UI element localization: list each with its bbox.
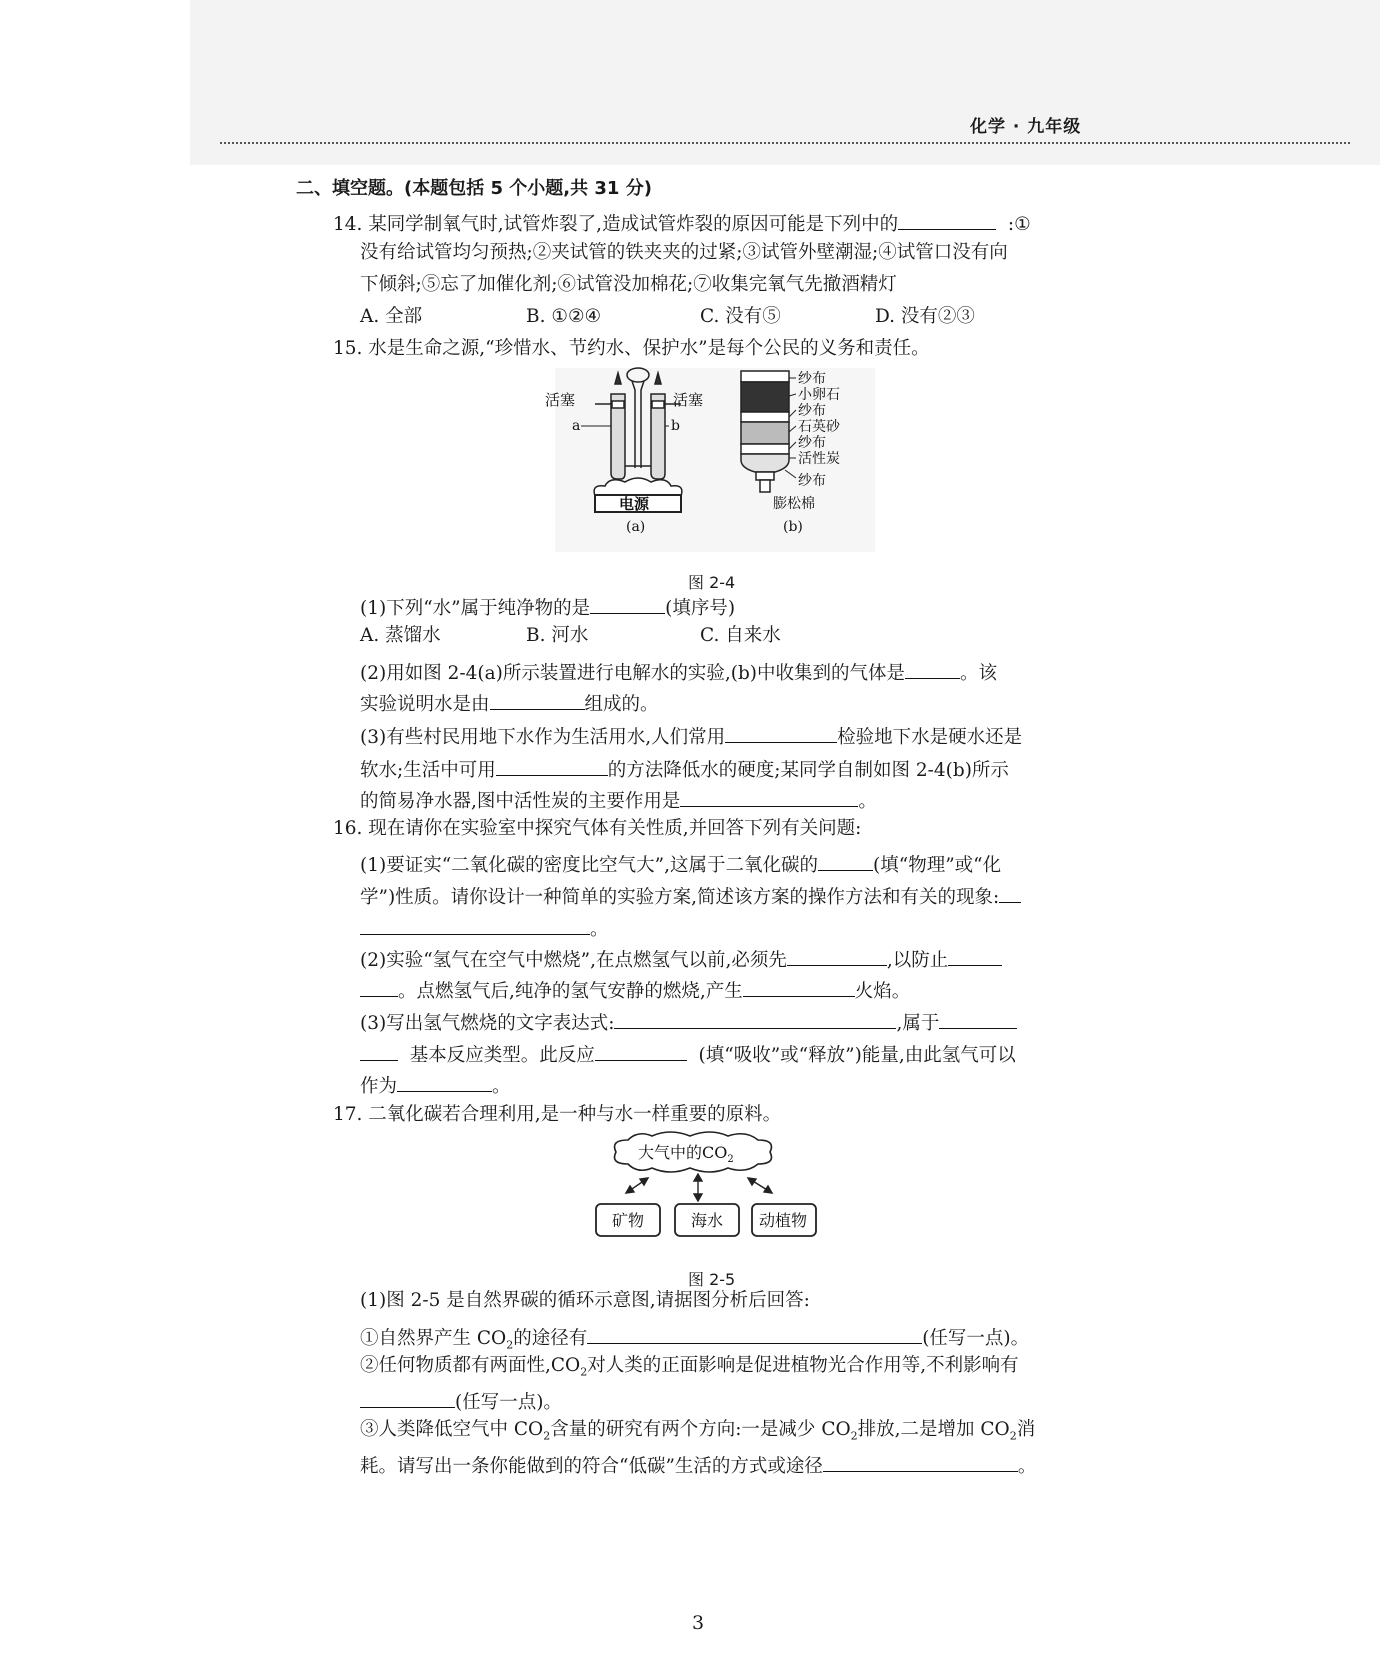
q15-p2-blank-composition[interactable]	[490, 691, 585, 710]
q16-p1-text4: 。	[590, 919, 609, 940]
q16-p2-blank-prevent-cont[interactable]	[360, 978, 398, 997]
q16-p3-line1	[360, 1010, 1017, 1034]
q15-p2-text: (2)用如图 2-4(a)所示装置进行电解水的实验,(b)中收集到的气体是	[360, 663, 906, 684]
q17-i2-sub: 2	[580, 1365, 588, 1379]
q15-p1-blank[interactable]	[590, 595, 665, 614]
figure-2-4-caption: 图 2-4	[688, 573, 736, 592]
box-seawater-label: 海水	[691, 1211, 724, 1230]
box-organisms-label: 动植物	[759, 1211, 808, 1230]
q15-p2-text2: 实验说明水是由	[360, 694, 490, 715]
header-title: 化学 · 九年级	[970, 117, 1082, 137]
q16-p2-line2	[360, 978, 910, 1002]
q17-i1	[360, 1325, 1029, 1351]
tube-b-label: b	[671, 418, 680, 434]
q16-p2-text2: ,以防止	[886, 950, 949, 971]
q16-p1-text: (1)要证实“二氧化碳的密度比空气大”,这属于二氧化碳的	[360, 855, 819, 876]
q17-i1-text: ①自然界产生 CO	[360, 1328, 507, 1349]
q17-intro: 17. 二氧化碳若合理利用,是一种与水一样重要的原料。	[333, 1104, 782, 1125]
q15-p1	[360, 595, 735, 619]
q14-line3: 下倾斜;⑤忘了加催化剂;⑥试管没加棉花;⑦收集完氧气先撤酒精灯	[360, 274, 897, 295]
q17-i2-line1	[360, 1357, 1019, 1378]
q16-p3-text5: 作为	[360, 1076, 398, 1097]
q17-i2-line2	[360, 1389, 562, 1413]
q15-p3-blank-test[interactable]	[725, 724, 837, 743]
filter-layer-5: 纱布	[798, 435, 826, 451]
q15-p1-option-a[interactable]: A. 蒸馏水	[360, 625, 441, 646]
q14-answer-blank[interactable]	[898, 211, 996, 230]
q15-p3-text2: 检验地下水是硬水还是	[837, 727, 1023, 748]
q16-p3-text6: 。	[492, 1076, 511, 1097]
q16-p3-blank-energy[interactable]	[595, 1042, 687, 1061]
q15-p2-line1	[360, 660, 997, 684]
q15-p3-text4: 的方法降低水的硬度;某同学自制如图 2-4(b)所示	[607, 760, 1009, 781]
q16-p2-text3: 。点燃氢气后,纯净的氢气安静的燃烧,产生	[398, 981, 743, 1002]
q15-p3-blank-carbon[interactable]	[680, 788, 858, 807]
stopcock-right-label: 活塞	[673, 391, 704, 409]
q16-p3-blank-equation[interactable]	[614, 1010, 896, 1029]
figure-2-5-caption: 图 2-5	[688, 1270, 736, 1289]
q15-p3-text: (3)有些村民用地下水作为生活用水,人们常用	[360, 727, 726, 748]
q17-i2-blank[interactable]	[360, 1389, 455, 1408]
q17-i3-blank[interactable]	[823, 1453, 1018, 1472]
q16-p1-line1	[360, 852, 1001, 876]
power-label: 电源	[619, 495, 650, 513]
q15-p3-text6: 。	[858, 791, 877, 812]
q14-line1	[333, 211, 1031, 235]
q16-p3-blank-use[interactable]	[397, 1073, 492, 1092]
q16-p3-text3: 基本反应类型。此反应	[409, 1045, 595, 1066]
filter-layer-7: 纱布	[798, 473, 826, 489]
q16-p2-text: (2)实验“氢气在空气中燃烧”,在点燃氢气以前,必须先	[360, 950, 787, 971]
q15-p3-blank-method[interactable]	[496, 757, 608, 776]
filter-layer-6: 活性炭	[798, 451, 840, 467]
q17-i1-sub: 2	[506, 1338, 514, 1352]
q16-p1-blank-property[interactable]	[818, 852, 873, 871]
q15-p1-end: (填序号)	[665, 598, 736, 619]
section-title: 二、填空题。(本题包括 5 个小题,共 31 分)	[296, 178, 652, 199]
q17-i2-text2: 对人类的正面影响是促进植物光合作用等,不利影响有	[587, 1355, 1019, 1376]
q15-p2-line2	[360, 691, 659, 715]
q16-p3-line3	[360, 1073, 511, 1097]
q14-option-b[interactable]: B. ①②④	[526, 306, 602, 327]
filter-layer-1: 纱布	[798, 371, 826, 387]
q17-i1-blank[interactable]	[587, 1325, 922, 1344]
q14-option-a[interactable]: A. 全部	[360, 306, 423, 327]
q16-p3-text2: ,属于	[896, 1013, 940, 1034]
q17-i3-line2	[360, 1453, 1036, 1477]
q14-text: 14. 某同学制氧气时,试管炸裂了,造成试管炸裂的原因可能是下列中的	[333, 214, 899, 235]
q15-p2-text3: 组成的。	[584, 694, 659, 715]
q15-intro: 15. 水是生命之源,“珍惜水、节约水、保护水”是每个公民的义务和责任。	[333, 338, 930, 359]
page-number: 3	[692, 1612, 705, 1634]
q16-p3-blank-type-cont[interactable]	[360, 1042, 398, 1061]
header-divider	[220, 142, 1350, 144]
q17-i2-text: ②任何物质都有两面性,CO	[360, 1355, 581, 1376]
q16-p1-blank-plan-start[interactable]	[999, 884, 1021, 903]
header-band	[190, 0, 1380, 165]
q17-i3-text3: 排放,二是增加 CO	[857, 1419, 1010, 1440]
q16-p1-blank-plan[interactable]	[360, 916, 590, 935]
stopcock-left-label: 活塞	[545, 391, 576, 409]
q15-p3-text3: 软水;生活中可用	[360, 760, 496, 781]
q16-p1-text3: 学”)性质。请你设计一种简单的实验方案,简述该方案的操作方法和有关的现象:	[360, 887, 1000, 908]
q17-i3-text: ③人类降低空气中 CO	[360, 1419, 544, 1440]
figure-a-label: (a)	[626, 519, 646, 535]
q17-i1-text2: 的途径有	[513, 1328, 588, 1349]
cloud-label: 大气中的$CO_2$	[638, 1143, 734, 1165]
q17-i1-text3: (任写一点)。	[922, 1328, 1030, 1349]
q16-p2-line1	[360, 947, 1002, 971]
q15-p1-option-c[interactable]: C. 自来水	[700, 625, 781, 646]
q17-i2-text3: (任写一点)。	[455, 1392, 562, 1413]
figure-2-5	[590, 1130, 850, 1248]
q14-option-c[interactable]: C. 没有⑤	[700, 306, 781, 327]
filter-layer-2: 小卵石	[798, 387, 840, 403]
q16-p3-line2	[360, 1042, 1016, 1066]
q15-p2-text-end: 。该	[960, 663, 998, 684]
q15-p3-line2	[360, 757, 1009, 781]
q15-p2-blank-gas[interactable]	[905, 660, 960, 679]
q17-i3-sub3: 2	[1009, 1429, 1017, 1443]
q16-intro: 16. 现在请你在实验室中探究气体有关性质,并回答下列有关问题:	[333, 818, 862, 839]
q16-p1-text2: (填“物理”或“化	[873, 855, 1002, 876]
box-mineral-label: 矿物	[612, 1211, 645, 1230]
figure-2-4	[545, 368, 875, 552]
q16-p2-text4: 火焰。	[854, 981, 911, 1002]
q15-p3-line1	[360, 724, 1022, 748]
q14-option-d[interactable]: D. 没有②③	[875, 306, 975, 327]
q17-i3-text2: 含量的研究有两个方向:一是减少 CO	[550, 1419, 851, 1440]
q17-i3-sub1: 2	[543, 1429, 551, 1443]
filter-layer-3: 纱布	[798, 403, 826, 419]
q14-text-end: :①	[1007, 214, 1031, 235]
q16-p3-blank-type[interactable]	[939, 1010, 1017, 1029]
q17-i3-text6: 。	[1017, 1456, 1037, 1477]
q17-i3-line1	[360, 1421, 1035, 1442]
q17-p1: (1)图 2-5 是自然界碳的循环示意图,请据图分析后回答:	[360, 1290, 810, 1311]
q17-i3-sub2: 2	[850, 1429, 858, 1443]
figure-b-label: (b)	[783, 519, 803, 535]
filter-layer-4: 石英砂	[798, 419, 840, 435]
q16-p3-text4: (填“吸收”或“释放”)能量,由此氢气可以	[698, 1045, 1016, 1066]
q15-p1-text: (1)下列“水”属于纯净物的是	[360, 598, 591, 619]
q16-p1-line2	[360, 884, 1021, 908]
q14-line2: 没有给试管均匀预热;②夹试管的铁夹夹的过紧;③试管外壁潮湿;④试管口没有向	[360, 242, 1008, 263]
q15-p3-line3	[360, 788, 877, 812]
q16-p3-text: (3)写出氢气燃烧的文字表达式:	[360, 1013, 615, 1034]
q17-i3-text4: 消	[1016, 1419, 1036, 1440]
q16-p2-blank-flame[interactable]	[743, 978, 855, 997]
q15-p3-text5: 的简易净水器,图中活性炭的主要作用是	[360, 791, 681, 812]
q16-p2-blank-prevent[interactable]	[948, 947, 1002, 966]
filter-bottom-label: 膨松棉	[773, 496, 815, 512]
q17-i3-text5: 耗。请写出一条你能做到的符合“低碳”生活的方式或途径	[360, 1456, 823, 1477]
q15-p1-option-b[interactable]: B. 河水	[526, 625, 589, 646]
q16-p1-line3	[360, 916, 609, 940]
tube-a-label: a	[572, 418, 581, 434]
q16-p2-blank-first[interactable]	[787, 947, 887, 966]
